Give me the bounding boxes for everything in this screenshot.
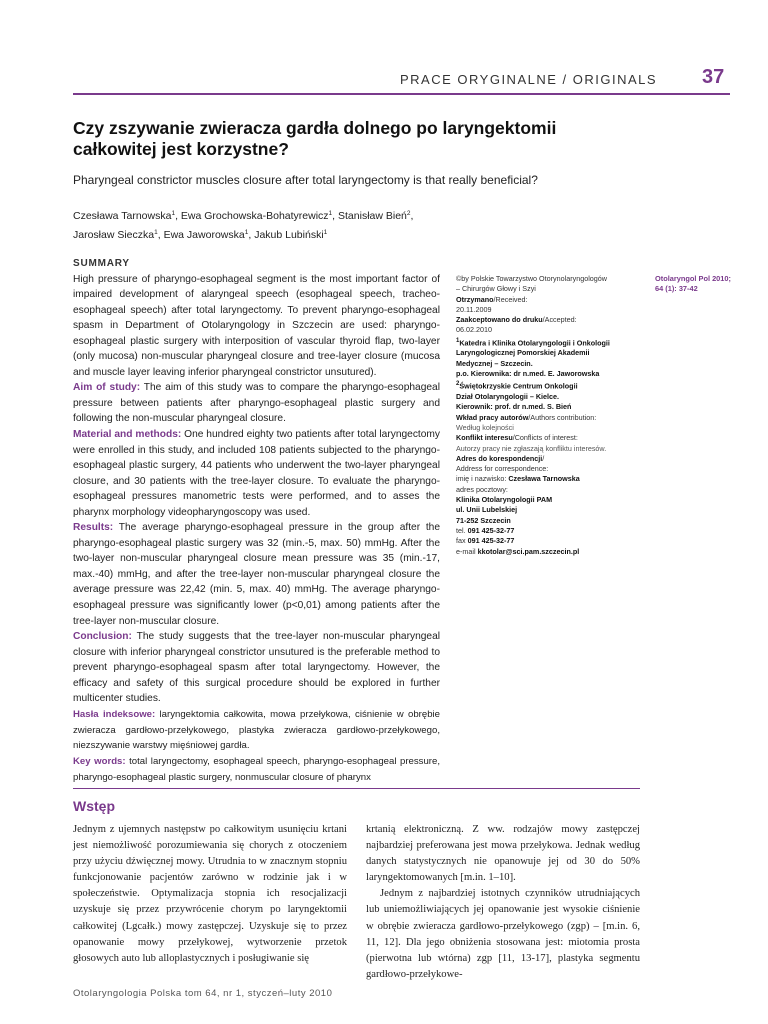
- contribution-value: Według kolejności: [456, 422, 514, 432]
- section-heading: Wstęp: [73, 798, 115, 814]
- conflict-label-en: /Conflicts of interest:: [512, 433, 578, 443]
- article-title-english: Pharyngeal constrictor muscles closure after total laryngectomy is that really beneficial?: [73, 173, 538, 187]
- methods-text: One hundred eighty two patients after total laryngectomy were enrolled in this study, and included 108 patients subjected to the pharyngo-esophageal plastic surgery, 44 patients who underwent the two-layer pharyngeal closure, and 30 patients with the tree-layer closure. To evaluate the pharyngo-esophageal pressures manometric tests were performed, and to asses the pharynx morphology videopharyngoscopy was used.: [73, 429, 440, 518]
- author-affiliation: 2: [406, 210, 411, 217]
- contribution-label: Wkład pracy autorów: [456, 412, 529, 422]
- fax-row: [456, 536, 646, 546]
- affiliation-2-head: Kierownik: prof. dr n.med. S. Bień: [456, 402, 572, 412]
- fax-value: 091 425-32-77: [467, 536, 515, 546]
- postal-label: adres pocztowy:: [456, 484, 508, 494]
- affiliation-number: 2: [456, 381, 460, 388]
- fax-label: fax: [456, 536, 468, 546]
- correspondent-name: Czesława Tarnowska: [508, 474, 580, 484]
- author-name: Ewa Grochowska-Bohatyrewicz: [180, 210, 329, 222]
- article-title-polish: Czy zszywanie zwieracza gardła dolnego po laryngektomii całkowitej jest korzystne?: [73, 118, 557, 159]
- accepted-label: Zaakceptowano do druku: [456, 315, 543, 325]
- conflict-row: [456, 433, 646, 443]
- running-head: PRACE ORYGINALNE / ORIGINALS: [400, 72, 658, 87]
- summary-conclusion: [73, 629, 440, 707]
- journal-citation: [655, 274, 745, 295]
- received-label-en: /Received:: [493, 294, 528, 304]
- author-affiliation: 1: [171, 210, 176, 217]
- body-paragraph: Jednym z ujemnych następstw po całkowitym usunięciu krtani jest niemożliwość porozumiewania się chorych z otoczeniem przy użyciu dźwięcznej mowy. Utrudnia to w znacznym stopniu funkcjonowanie pacjentów zarówno w rodzinie jak i w społeczeństwie. Optymalizacja stopnia ich resocjalizacji uzyskuje się przez przywrócenie chorym po laryngektomii całkowitej (Lgcałk.) mowy zastępczej. Uzyskuje się to przez opanowanie mowy przełykowej, wytworzenie przetok głosowych auto lub alloplastycznych i posługiwanie się: [73, 824, 347, 964]
- accepted-label-en: /Accepted:: [542, 315, 577, 325]
- author-affiliation: 1: [244, 228, 249, 236]
- section-rule: [73, 788, 640, 789]
- address-slash: /: [542, 453, 545, 463]
- address-row: [456, 454, 646, 464]
- email-value: kkotolar@sci.pam.szczecin.pl: [477, 546, 580, 556]
- author-name: Jarosław Sieczka: [73, 228, 155, 241]
- keywords-text: total laryngectomy, esophageal speech, pharyngo-esophageal pressure, pharyngo-esophageal plastic surgery, nonmuscular closure of pharynx: [73, 755, 440, 783]
- name-label: imię i nazwisko:: [456, 474, 509, 484]
- phone-value: 091 425-32-77: [467, 525, 515, 535]
- received-date: 20.11.2009: [456, 304, 492, 314]
- author-affiliation: 1: [328, 210, 333, 217]
- postal-line: Klinika Otolaryngologii PAM: [456, 495, 553, 505]
- methods-label: Material and methods:: [73, 429, 182, 441]
- contribution-label-en: /Authors contribution:: [528, 412, 597, 422]
- summary-block: [73, 256, 440, 785]
- postal-line: 71-252 Szczecin: [456, 515, 511, 525]
- conflict-label: Konflikt interesu: [456, 433, 513, 443]
- summary-aim: [73, 380, 440, 427]
- contribution-row: [456, 413, 646, 423]
- copyright-line: ©by Polskie Towarzystwo Otorynolaryngologów: [456, 274, 607, 283]
- body-column-right: [366, 822, 640, 983]
- copyright-line: – Chirurgów Głowy i Szyi: [456, 284, 536, 294]
- body-paragraph: krtanią elektroniczną. Z ww. rodzajów mowy zastępczej najbardziej preferowana jest mowa przełykowa. Jednak według danych statystycznych nie opanowuje jej od 30 do 50% laryngektomowanych [m.in. 1–10].: [366, 824, 640, 884]
- affiliation-2-line: Dział Otolaryngologii – Kielce.: [456, 392, 560, 402]
- phone-row: [456, 526, 646, 536]
- aim-text: The aim of this study was to compare the pharyngo-esophageal pressure between patients after pharyngo-esophageal plastic surgery and following the non-muscular pharyngeal closure.: [73, 382, 440, 425]
- correspondent-row: [456, 474, 646, 484]
- results-text: The average pharyngo-esophageal pressure in the group after the pharyngo-esophageal plastic surgery was 32 (min.-5, max. 50) mmHg. After the two-layer non-muscular pharyngeal closure mean pressure was 35 (min.-17, max.-40) mmHg, and after the tree-layer non-muscular pharyngeal closure the average pressure was 22,42 (min. 5, max. 40) mmHg. The average pharyngo-esophageal pressure was significantly lower (p<0,01) among patients after the tree-layer non-muscular closure.: [73, 522, 440, 627]
- received-label: Otrzymano: [456, 294, 494, 304]
- author-name: Ewa Jaworowska: [163, 228, 245, 241]
- index-terms-text: laryngektomia całkowita, mowa przełykowa, ciśnienie w obrębie zwieracza gardłowo-przełykowego, plastyka zwieracza gardłowo-przełykowego, niezszywanie warstwy mięśniowej gardła.: [73, 708, 440, 752]
- author-name: Jakub Lubiński: [254, 228, 324, 241]
- author-separator: ,: [410, 210, 414, 222]
- received-row: [456, 295, 646, 305]
- body-paragraph: Jednym z najbardziej istotnych czynników utrudniających lub uniemożliwiających jej opanowanie jest wysokie ciśnienie w obrębie zwieracza gardłowo-przełykowego (zgp) – [m.in. 6, 11, 12]. Dla jego obniżenia stosowana jest: miotomia prosta (pierwotna lub wtórna) zgp [11, 13-17], plastyka segmentu gardłowo-przełykowe-: [366, 888, 640, 980]
- conclusion-label: Conclusion:: [73, 631, 132, 643]
- index-terms: [73, 707, 440, 754]
- accepted-row: [456, 315, 646, 325]
- accepted-date: 06.02.2010: [456, 325, 492, 335]
- author-separator: ,: [157, 228, 164, 241]
- postal-line: ul. Unii Lubelskiej: [456, 505, 518, 515]
- citation-line: 64 (1): 37-42: [655, 284, 698, 294]
- aim-label: Aim of study:: [73, 382, 141, 394]
- citation-line: Otolaryngol Pol 2010;: [655, 274, 731, 283]
- keywords-label: Key words:: [73, 755, 126, 767]
- author-separator: ,: [332, 210, 339, 222]
- affiliation-2: [456, 379, 646, 392]
- affiliation-1-line: Laryngologicznej Pomorskiej Akademii: [456, 348, 590, 358]
- body-column-left: [73, 822, 347, 967]
- phone-label: tel.: [456, 525, 468, 535]
- keywords: [73, 754, 440, 785]
- email-label: e-mail: [456, 546, 478, 556]
- summary-heading: SUMMARY: [73, 258, 130, 269]
- summary-intro: High pressure of pharyngo-esophageal segment is the most important factor of impaired development of alaryngeal speech (esophageal speech, tracheo-esophageal speech) after total laryngectomy. To prevent pharyngo-esophageal spasm in Department of Otolaryngology in Szczecin are used: pharyngo-esophageal plastic surgery with interposition of vascular thyroid flap, two-layer (only mucosa) non-muscular pharyngeal closure and tree-layer closure (mucosa and muscle layer leaving inferior pharyngeal constrictor unsutured).: [73, 273, 440, 378]
- summary-methods: [73, 427, 440, 520]
- page-footer: Otolaryngologia Polska tom 64, nr 1, styczeń–luty 2010: [73, 988, 333, 999]
- header-rule: [73, 93, 730, 95]
- affiliation-1: [456, 336, 646, 349]
- author-affiliation: 1: [323, 228, 328, 236]
- affiliation-text: Świętokrzyskie Centrum Onkologii: [459, 381, 578, 391]
- author-name: Stanisław Bień: [338, 210, 407, 222]
- email-row: [456, 547, 646, 557]
- results-label: Results:: [73, 522, 114, 534]
- author-separator: ,: [248, 228, 255, 241]
- author-name: Czesława Tarnowska: [73, 210, 172, 222]
- address-label: Adres do korespondencji: [456, 453, 543, 463]
- index-terms-label: Hasła indeksowe:: [73, 708, 156, 720]
- page-number: 37: [702, 66, 725, 88]
- affiliation-text: Katedra i Klinika Otolaryngologii i Onkologii: [459, 338, 610, 348]
- conclusion-text: The study suggests that the tree-layer non-muscular pharyngeal closure with inferior pharyngeal constrictor unsutured is the preferable method to prevent pharyngo-esophageal spasm after total laryngectomy. However, the efficacy and safety of this surgical procedure should be explored in further multicenter studies.: [73, 631, 440, 705]
- article-metadata: [456, 274, 646, 557]
- author-affiliation: 1: [154, 228, 158, 236]
- affiliation-number: 1: [456, 337, 460, 344]
- summary-results: [73, 520, 440, 629]
- author-list: [73, 206, 633, 243]
- author-separator: ,: [175, 210, 181, 222]
- affiliation-1-line: Medycznej – Szczecin.: [456, 358, 533, 368]
- conflict-value: Autorzy pracy nie zgłaszają konfliktu interesów.: [456, 443, 607, 453]
- affiliation-1-head: p.o. Kierownika: dr n.med. E. Jaworowska: [456, 369, 600, 379]
- address-label-en: Address for correspondence:: [456, 464, 549, 474]
